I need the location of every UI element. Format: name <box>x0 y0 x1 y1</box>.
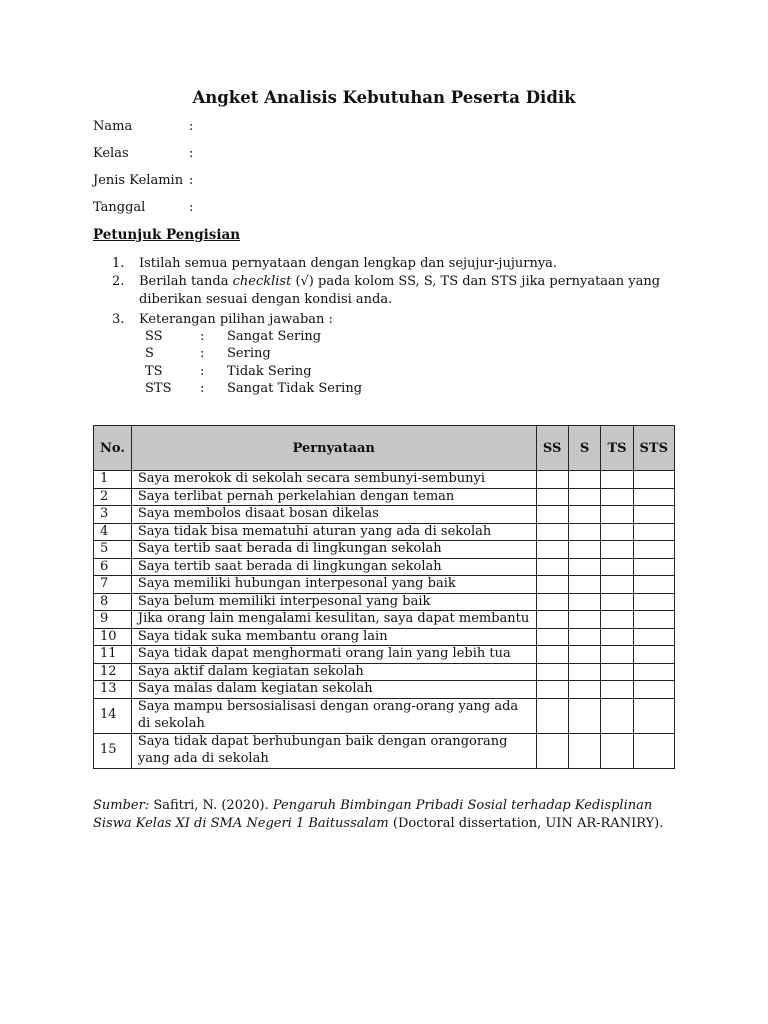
field-kelas <box>93 145 193 163</box>
row-statement: Saya tidak bisa mematuhi aturan yang ada di sekolah <box>131 523 536 541</box>
instruction-number: 3. <box>112 312 125 327</box>
answer-cell-sts[interactable] <box>633 593 674 611</box>
legend-code: STS <box>145 380 172 396</box>
legend-meaning: Tidak Sering <box>227 363 312 379</box>
field-tanggal <box>93 199 193 217</box>
table-header-row <box>94 426 675 471</box>
row-statement: Saya tidak suka membantu orang lain <box>131 628 536 646</box>
instruction-item-1 <box>112 255 672 273</box>
row-number: 8 <box>94 593 132 611</box>
row-statement: Saya tertib saat berada di lingkungan sekolah <box>131 558 536 576</box>
row-number: 1 <box>94 471 132 489</box>
answer-cell-s[interactable] <box>568 471 601 489</box>
row-statement: Saya aktif dalam kegiatan sekolah <box>131 663 536 681</box>
answer-cell-s[interactable] <box>568 541 601 559</box>
row-number: 3 <box>94 506 132 524</box>
answer-cell-s[interactable] <box>568 628 601 646</box>
answer-cell-ss[interactable] <box>536 698 568 733</box>
row-statement: Saya malas dalam kegiatan sekolah <box>131 681 536 699</box>
answer-cell-ss[interactable] <box>536 681 568 699</box>
legend-code: SS <box>145 329 163 344</box>
row-number: 15 <box>94 733 132 768</box>
answer-cell-ts[interactable] <box>601 628 633 646</box>
answer-cell-ts[interactable] <box>601 681 633 699</box>
legend-meaning: Sering <box>227 346 271 362</box>
source-authors: Safitri, N. (2020). <box>149 798 273 813</box>
table-row <box>94 698 675 733</box>
answer-cell-s[interactable] <box>568 611 601 629</box>
answer-cell-ss[interactable] <box>536 541 568 559</box>
instruction-number: 1. <box>112 256 125 271</box>
field-colon: : <box>189 173 194 188</box>
field-colon: : <box>189 146 194 161</box>
table-row <box>94 541 675 559</box>
answer-cell-s[interactable] <box>568 558 601 576</box>
table-row <box>94 733 675 768</box>
answer-cell-ts[interactable] <box>601 488 633 506</box>
table-row <box>94 611 675 629</box>
answer-cell-s[interactable] <box>568 681 601 699</box>
legend-row <box>145 328 362 345</box>
row-number: 7 <box>94 576 132 594</box>
answer-cell-s[interactable] <box>568 646 601 664</box>
field-label: Kelas <box>93 146 129 161</box>
row-statement: Saya tertib saat berada di lingkungan sekolah <box>131 541 536 559</box>
instruction-number: 2. <box>112 274 125 289</box>
answer-cell-ss[interactable] <box>536 593 568 611</box>
answer-cell-sts[interactable] <box>633 523 674 541</box>
table-row <box>94 628 675 646</box>
row-number: 10 <box>94 628 132 646</box>
answer-cell-ss[interactable] <box>536 646 568 664</box>
legend-code: S <box>145 346 154 362</box>
table-row <box>94 558 675 576</box>
row-statement: Saya tidak dapat berhubungan baik dengan orangorang yang ada di sekolah <box>131 733 536 768</box>
field-colon: : <box>189 119 194 134</box>
answer-cell-ss[interactable] <box>536 558 568 576</box>
field-jenis-kelamin <box>93 172 193 190</box>
header-statement: Pernyataan <box>131 426 536 471</box>
answer-cell-ts[interactable] <box>601 663 633 681</box>
legend-colon: : <box>200 380 205 396</box>
header-ts: TS <box>601 426 633 471</box>
answer-cell-s[interactable] <box>568 698 601 733</box>
answer-cell-s[interactable] <box>568 663 601 681</box>
answer-cell-sts[interactable] <box>633 681 674 699</box>
answer-cell-sts[interactable] <box>633 628 674 646</box>
legend-row <box>145 345 362 362</box>
answer-cell-ts[interactable] <box>601 646 633 664</box>
table-row <box>94 576 675 594</box>
header-no: No. <box>94 426 132 471</box>
row-number: 4 <box>94 523 132 541</box>
table-row <box>94 663 675 681</box>
row-statement: Jika orang lain mengalami kesulitan, saya dapat membantu <box>131 611 536 629</box>
answer-cell-sts[interactable] <box>633 541 674 559</box>
answer-cell-s[interactable] <box>568 593 601 611</box>
answer-cell-s[interactable] <box>568 733 601 768</box>
answer-cell-sts[interactable] <box>633 698 674 733</box>
instruction-text: (√) pada kolom SS, S, TS dan STS jika pernyataan yang <box>291 274 661 289</box>
header-ss: SS <box>536 426 568 471</box>
row-statement: Saya memiliki hubungan interpesonal yang baik <box>131 576 536 594</box>
field-label: Jenis Kelamin <box>93 173 184 188</box>
row-number: 11 <box>94 646 132 664</box>
answer-cell-sts[interactable] <box>633 646 674 664</box>
legend-row <box>145 380 362 397</box>
legend-row <box>145 363 362 380</box>
instruction-text: Berilah tanda <box>139 274 233 289</box>
row-statement: Saya mampu bersosialisasi dengan orang-orang yang ada di sekolah <box>131 698 536 733</box>
instruction-item-2 <box>112 273 672 308</box>
answer-cell-ss[interactable] <box>536 733 568 768</box>
row-statement: Saya belum memiliki interpesonal yang baik <box>131 593 536 611</box>
answer-cell-ts[interactable] <box>601 541 633 559</box>
row-number: 14 <box>94 698 132 733</box>
source-label: Sumber: <box>93 798 150 813</box>
answer-cell-sts[interactable] <box>633 488 674 506</box>
answer-legend <box>145 328 362 397</box>
row-number: 5 <box>94 541 132 559</box>
row-number: 13 <box>94 681 132 699</box>
answer-cell-s[interactable] <box>568 506 601 524</box>
row-number: 9 <box>94 611 132 629</box>
row-statement: Saya tidak dapat menghormati orang lain yang lebih tua <box>131 646 536 664</box>
table-row <box>94 646 675 664</box>
answer-cell-sts[interactable] <box>633 611 674 629</box>
row-number: 2 <box>94 488 132 506</box>
answer-cell-sts[interactable] <box>633 558 674 576</box>
instruction-text: Keterangan pilihan jawaban : <box>139 312 333 327</box>
answer-cell-sts[interactable] <box>633 576 674 594</box>
header-sts: STS <box>633 426 674 471</box>
answer-cell-ss[interactable] <box>536 576 568 594</box>
row-statement: Saya terlibat pernah perkelahian dengan teman <box>131 488 536 506</box>
answer-cell-ts[interactable] <box>601 506 633 524</box>
answer-cell-s[interactable] <box>568 523 601 541</box>
answer-cell-ts[interactable] <box>601 593 633 611</box>
field-label: Nama <box>93 119 133 134</box>
answer-cell-ss[interactable] <box>536 523 568 541</box>
instruction-item-3 <box>112 311 672 329</box>
answer-cell-ts[interactable] <box>601 523 633 541</box>
instruction-italic: checklist <box>232 274 292 289</box>
instruction-continuation: diberikan sesuai dengan kondisi anda. <box>139 291 393 307</box>
legend-meaning: Sangat Tidak Sering <box>227 380 363 396</box>
table-row <box>94 523 675 541</box>
source-work: Pengaruh Bimbingan Pribadi Sosial terhadap Kedisplinan Siswa Kelas XI di SMA Negeri 1 Baitussalam <box>93 798 653 831</box>
answer-cell-s[interactable] <box>568 488 601 506</box>
page-title: Angket Analisis Kebutuhan Peserta Didik <box>192 88 576 107</box>
answer-cell-ts[interactable] <box>601 558 633 576</box>
answer-cell-sts[interactable] <box>633 663 674 681</box>
answer-cell-sts[interactable] <box>633 471 674 489</box>
header-s: S <box>568 426 601 471</box>
table-row <box>94 471 675 489</box>
legend-colon: : <box>200 346 205 362</box>
legend-colon: : <box>200 363 205 379</box>
field-nama <box>93 118 193 136</box>
table-row <box>94 506 675 524</box>
answer-cell-ts[interactable] <box>601 576 633 594</box>
instruction-text: Istilah semua pernyataan dengan lengkap dan sejujur-jujurnya. <box>139 256 558 271</box>
table-row <box>94 488 675 506</box>
legend-code: TS <box>145 363 163 379</box>
row-statement: Saya merokok di sekolah secara sembunyi-sembunyi <box>131 471 536 489</box>
table-row <box>94 681 675 699</box>
field-colon: : <box>189 200 194 215</box>
survey-table <box>93 425 675 769</box>
answer-cell-ts[interactable] <box>601 471 633 489</box>
table-body <box>94 471 675 769</box>
answer-cell-ss[interactable] <box>536 611 568 629</box>
row-statement: Saya membolos disaat bosan dikelas <box>131 506 536 524</box>
row-number: 6 <box>94 558 132 576</box>
legend-meaning: Sangat Sering <box>227 329 322 344</box>
answer-cell-ts[interactable] <box>601 733 633 768</box>
source-citation <box>93 797 693 833</box>
answer-cell-ts[interactable] <box>601 611 633 629</box>
answer-cell-ss[interactable] <box>536 506 568 524</box>
answer-cell-sts[interactable] <box>633 506 674 524</box>
answer-cell-ss[interactable] <box>536 628 568 646</box>
source-note: (Doctoral dissertation, UIN AR-RANIRY). <box>388 816 664 831</box>
answer-cell-ts[interactable] <box>601 698 633 733</box>
answer-cell-s[interactable] <box>568 576 601 594</box>
table-row <box>94 593 675 611</box>
field-label: Tanggal <box>93 200 146 215</box>
legend-colon: : <box>200 329 205 344</box>
answer-cell-sts[interactable] <box>633 733 674 768</box>
answer-cell-ss[interactable] <box>536 471 568 489</box>
answer-cell-ss[interactable] <box>536 488 568 506</box>
row-number: 12 <box>94 663 132 681</box>
answer-cell-ss[interactable] <box>536 663 568 681</box>
instructions-heading: Petunjuk Pengisian <box>93 227 241 243</box>
